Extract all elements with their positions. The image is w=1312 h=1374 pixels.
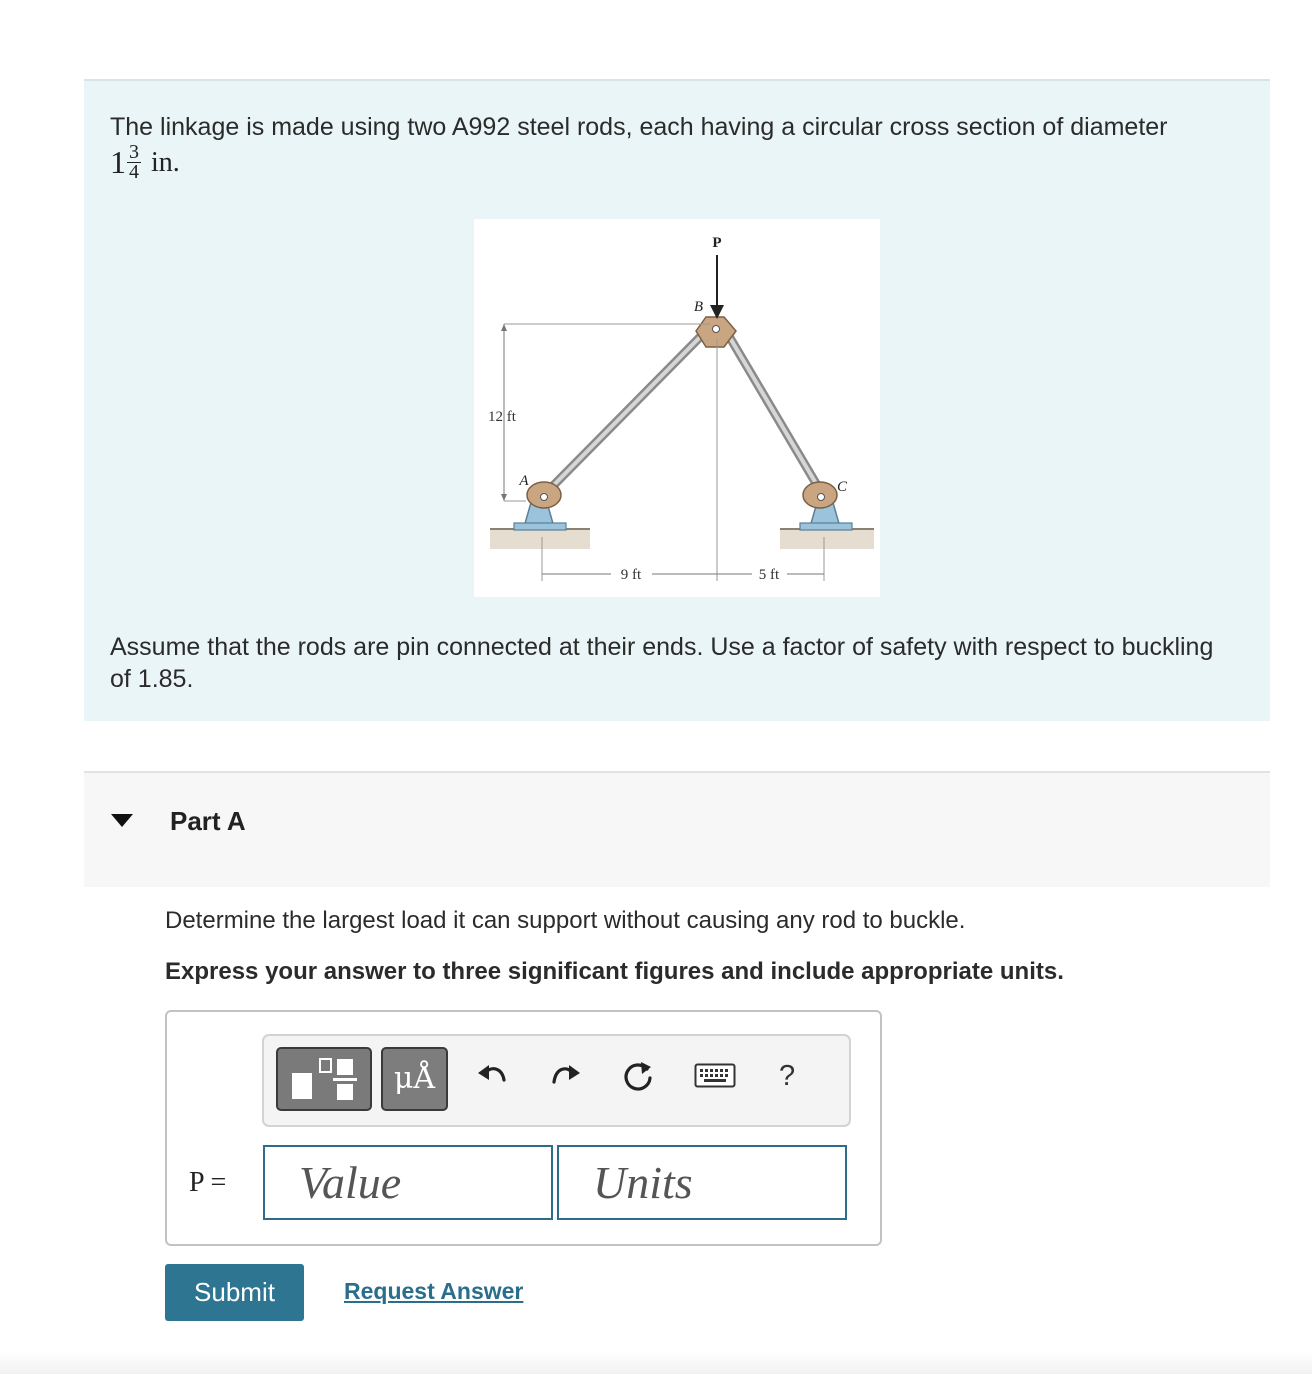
fraction-numerator: 3 bbox=[129, 141, 139, 163]
ground-right bbox=[780, 529, 874, 549]
undo-icon[interactable] bbox=[476, 1058, 510, 1092]
help-button[interactable]: ? bbox=[779, 1060, 796, 1092]
diameter-whole: 1 bbox=[110, 144, 126, 180]
problem-intro-text: The linkage is made using two A992 steel rods, each having a circular cross section of diameter bbox=[110, 113, 1168, 141]
variable-label: P = bbox=[189, 1167, 227, 1198]
rod-bc-highlight bbox=[726, 331, 824, 497]
templates-icon-box-small bbox=[320, 1059, 331, 1072]
pin-c bbox=[818, 494, 825, 501]
problem-statement bbox=[84, 79, 1270, 721]
label-height: 12 ft bbox=[488, 409, 516, 425]
linkage-diagram bbox=[474, 219, 880, 597]
label-a: A bbox=[519, 473, 529, 489]
fraction-denominator: 4 bbox=[129, 161, 139, 183]
redo-icon-head bbox=[569, 1065, 580, 1080]
label-b: B bbox=[693, 299, 703, 315]
reset-icon[interactable] bbox=[620, 1058, 656, 1094]
problem-assumption-text: Assume that the rods are pin connected at their ends. Use a factor of safety with respect to buckling of 1.85. bbox=[110, 633, 1214, 693]
part-a-header[interactable] bbox=[84, 771, 1270, 887]
page-bottom-divider bbox=[0, 1352, 1312, 1374]
dim-height-arrow-top bbox=[501, 324, 507, 331]
part-instruction: Express your answer to three significant figures and include appropriate units. bbox=[165, 958, 1064, 985]
redo-icon[interactable] bbox=[548, 1058, 582, 1092]
templates-icon-block-top bbox=[337, 1059, 353, 1075]
submit-button[interactable]: Submit bbox=[165, 1264, 304, 1321]
label-p: P bbox=[712, 235, 722, 251]
pin-a bbox=[541, 494, 548, 501]
label-left-span: 9 ft bbox=[620, 567, 642, 583]
pin-b bbox=[713, 326, 720, 333]
part-question: Determine the largest load it can support without causing any rod to buckle. bbox=[165, 907, 966, 934]
templates-button[interactable] bbox=[276, 1047, 372, 1111]
units-input[interactable] bbox=[557, 1145, 847, 1220]
request-answer-link[interactable]: Request Answer bbox=[344, 1278, 524, 1304]
undo-icon-head bbox=[478, 1065, 489, 1080]
templates-icon-block-left bbox=[292, 1073, 312, 1099]
templates-icon bbox=[278, 1049, 370, 1109]
support-c-base bbox=[800, 523, 852, 530]
reset-icon-head bbox=[641, 1062, 651, 1074]
math-toolbar bbox=[262, 1034, 851, 1127]
diameter-value bbox=[110, 143, 180, 182]
keyboard-icon[interactable] bbox=[694, 1063, 736, 1089]
diameter-fraction bbox=[127, 143, 141, 182]
rod-ab-highlight bbox=[542, 331, 706, 497]
linkage-figure bbox=[474, 219, 880, 597]
templates-icon-fraction-bar bbox=[333, 1078, 357, 1081]
label-c: C bbox=[836, 479, 848, 495]
symbols-label: μÅ bbox=[393, 1061, 436, 1096]
label-right-span: 5 ft bbox=[758, 567, 780, 583]
part-title: Part A bbox=[170, 806, 246, 836]
support-a-base bbox=[514, 523, 566, 530]
symbols-button[interactable] bbox=[381, 1047, 448, 1111]
templates-icon-block-bottom bbox=[337, 1084, 353, 1100]
dim-height-arrow-bottom bbox=[501, 494, 507, 501]
collapse-caret-icon[interactable] bbox=[111, 814, 133, 827]
value-input[interactable] bbox=[263, 1145, 553, 1220]
diameter-unit: in. bbox=[151, 146, 180, 178]
ground-left bbox=[490, 529, 590, 549]
answer-box bbox=[165, 1010, 882, 1246]
